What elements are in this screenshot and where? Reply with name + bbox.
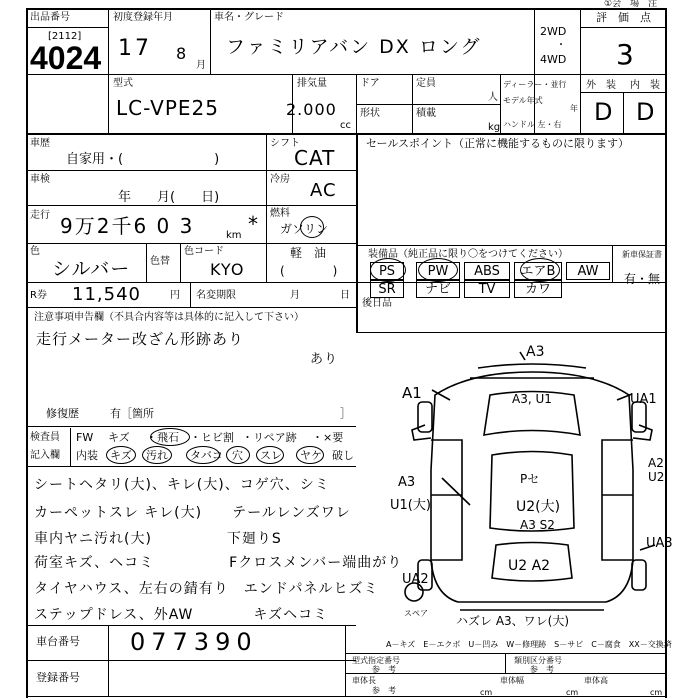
history-label: 車歴	[30, 138, 50, 149]
record-label: 記入欄	[30, 450, 60, 461]
door-label: ドア	[360, 78, 380, 89]
top-right-note: ①会 場 注	[604, 0, 658, 9]
repair-label: 修復歴	[46, 407, 79, 420]
name-change-day: 日	[340, 290, 350, 301]
check-crack: ・ヒビ割	[190, 431, 234, 444]
name-label: 車名・グレード	[214, 12, 284, 23]
equip-sr: SR	[370, 280, 404, 298]
first-reg-label: 初度登録年月	[113, 12, 173, 23]
remark-1: シートヘタリ(大)、キレ(大)、コゲ穴、シミ	[34, 477, 330, 493]
shift-label: シフト	[270, 138, 300, 149]
exterior-grade: D	[594, 98, 616, 126]
check-int-scratch: キズ	[110, 449, 132, 462]
equip-abs: ABS	[464, 262, 510, 280]
mileage-label: 走行	[30, 210, 50, 221]
year-unit: 年	[570, 104, 578, 113]
equip-airbag: エアB	[514, 262, 562, 280]
notes-line2: あり	[310, 352, 339, 367]
color-change-label: 色替	[150, 256, 170, 267]
capacity-label: 定員	[416, 78, 436, 89]
displacement-label: 排気量	[297, 78, 327, 89]
chassis-label: 車台番号	[36, 635, 80, 648]
capacity-unit: 人	[488, 92, 498, 103]
model-value: LC-VPE25	[116, 96, 219, 120]
score-label: 評 価 点	[596, 11, 651, 24]
fuel-diesel: 軽 油	[290, 246, 327, 260]
category-ref: 参 考	[530, 665, 554, 674]
model-year-label: モデル年式	[503, 96, 543, 105]
check-stone: ・飛石	[146, 431, 179, 444]
check-fw: FW	[76, 431, 94, 444]
legend: A－キズ E－エクボ U－凹み W－修理跡 S－サビ C－腐食 XX－交換済	[386, 640, 672, 649]
mark-a3s2: A3 S2	[520, 518, 555, 532]
interior-label: 内 装	[630, 80, 660, 91]
wheel-rr	[632, 560, 646, 590]
remark-2: カーペットスレ キレ(大) テールレンズワレ	[34, 505, 351, 521]
recycle-label: R券	[30, 290, 47, 301]
repair-value: 有［箇所	[110, 407, 154, 420]
shape-label: 形状	[360, 108, 380, 119]
mark-u2: U2(大)	[516, 499, 561, 515]
remark-5: タイヤハウス、左右の錆有り エンドパネルヒズミ	[34, 581, 379, 597]
equip-ps: PS	[370, 262, 404, 280]
width-label: 車体幅	[500, 676, 524, 685]
ac-label: 冷房	[270, 174, 290, 185]
check-need: ・×要	[312, 431, 344, 444]
mark-ua1: UA1	[630, 392, 657, 407]
equip-aw: AW	[566, 262, 610, 280]
name-change-label: 名変期限	[196, 290, 236, 301]
displacement-value: 2.000	[286, 100, 337, 119]
inspection-label: 車検	[30, 174, 50, 185]
mark-a1-left: A1	[402, 384, 422, 402]
load-label: 積載	[416, 108, 436, 119]
length-ref: 参 考	[372, 686, 396, 695]
score-value: 3	[616, 38, 637, 71]
warranty-value: 有・無	[624, 272, 661, 286]
notes-line1: 走行メーター改ざん形跡あり	[36, 330, 245, 348]
length-label: 車体長	[352, 676, 376, 685]
name-change-month: 月	[290, 290, 300, 301]
dealer-label: ディーラー・並行	[503, 80, 567, 89]
inspection-value: 年 月( 日)	[118, 190, 220, 205]
equipment-label: 装備品（純正品に限り〇をつけてください）	[368, 249, 568, 260]
check-dirty: 汚れ	[146, 449, 168, 462]
recycle-unit: 円	[170, 290, 180, 301]
car-name: ファミリアバン DX ロング	[226, 36, 482, 58]
equip-navi: ナビ	[416, 280, 460, 298]
check-interior: 内装	[76, 449, 98, 462]
reg-number-label: 登録番号	[36, 671, 80, 684]
color-code-label: 色コード	[184, 246, 224, 257]
mileage-value: 9万2千6 0 3	[60, 214, 195, 238]
notes-label: 注意事項申告欄（不具合内容等は具体的に記入して下さい）	[34, 312, 304, 323]
handle-label: ハンドル 左・右	[503, 120, 562, 129]
mark-a3-side: A3	[398, 475, 416, 490]
equip-leather: カワ	[514, 280, 562, 298]
color-label: 色	[30, 246, 40, 257]
load-unit: kg	[488, 122, 501, 133]
reg-year: 17	[118, 36, 152, 61]
mark-spare: スペア	[404, 609, 428, 618]
mark-a3u1: A3, U1	[512, 392, 552, 406]
remark-4: 荷室キズ、ヘコミ Fクロスメンバー端曲がり	[34, 555, 403, 571]
delivery-label: 後日品	[362, 298, 392, 309]
remark-3: 車内ヤニ汚れ(大) 下廻りS	[34, 531, 282, 547]
type-cert-ref: 参 考	[372, 665, 396, 674]
check-hole: 穴	[232, 449, 243, 462]
equip-tv: TV	[464, 280, 510, 298]
drive-4wd: 4WD	[540, 53, 567, 66]
lot-number: 4024	[30, 40, 102, 76]
shift-value: CAT	[294, 146, 336, 170]
month-unit: 月	[196, 60, 206, 71]
sales-label: セールスポイント（正常に機能するものに限ります）	[366, 137, 630, 150]
equip-pw: PW	[416, 262, 460, 280]
check-tobacco: タバコ	[190, 449, 223, 462]
mileage-star: *	[248, 212, 259, 236]
mark-a2u2: A2 U2	[648, 456, 665, 484]
reg-month: 8	[176, 44, 188, 63]
check-scratch: キズ	[108, 431, 130, 444]
model-label: 型式	[113, 78, 133, 89]
mark-a3-top: A3	[526, 344, 545, 360]
color-code-value: KYO	[210, 260, 245, 279]
height-label: 車体高	[584, 676, 608, 685]
lot-sub: [2112]	[48, 31, 82, 42]
category-label: 類別区分番号	[514, 656, 562, 665]
displacement-unit: cc	[340, 120, 351, 131]
type-cert-label: 型式指定番号	[352, 656, 400, 665]
check-repair: ・リペア跡	[242, 431, 297, 444]
mark-u1: U1(大)	[390, 498, 431, 513]
lot-label: 出品番号	[30, 12, 70, 23]
chassis-value: 077390	[130, 628, 258, 656]
warranty-label: 新車保証書	[622, 250, 662, 259]
check-torn: 破し	[332, 449, 354, 462]
length-cm: cm	[480, 688, 493, 697]
mark-pose: Pセ	[520, 472, 540, 486]
mark-ua3: UA3	[646, 536, 673, 551]
height-cm: cm	[650, 688, 663, 697]
fuel-gasoline: ガソリン	[280, 222, 329, 236]
repair-close: ］	[340, 407, 351, 420]
exterior-label: 外 装	[586, 80, 616, 91]
mark-u2a2: U2 A2	[508, 558, 551, 574]
width-cm: cm	[566, 688, 579, 697]
check-burn: ヤケ	[300, 449, 322, 462]
fuel-label: 燃料	[270, 208, 290, 219]
remark-6: ステップドレス、外AW キズヘコミ	[34, 607, 329, 623]
ac-value: AC	[310, 180, 337, 201]
inspector-label: 検査員	[30, 432, 60, 443]
recycle-value: 11,540	[72, 284, 141, 305]
drive-2wd: 2WD	[540, 25, 567, 38]
check-scuff: スレ	[260, 449, 282, 462]
interior-grade: D	[636, 98, 658, 126]
mark-bottom: ハズレ A3、ワレ(大)	[456, 614, 570, 628]
color-value: シルバー	[52, 258, 131, 280]
mark-ua2: UA2	[402, 572, 429, 587]
fuel-paren: ( )	[280, 264, 338, 278]
drive-dot: ・	[556, 40, 566, 51]
history-value: 自家用・( )	[66, 152, 220, 167]
mileage-unit: km	[226, 230, 242, 241]
